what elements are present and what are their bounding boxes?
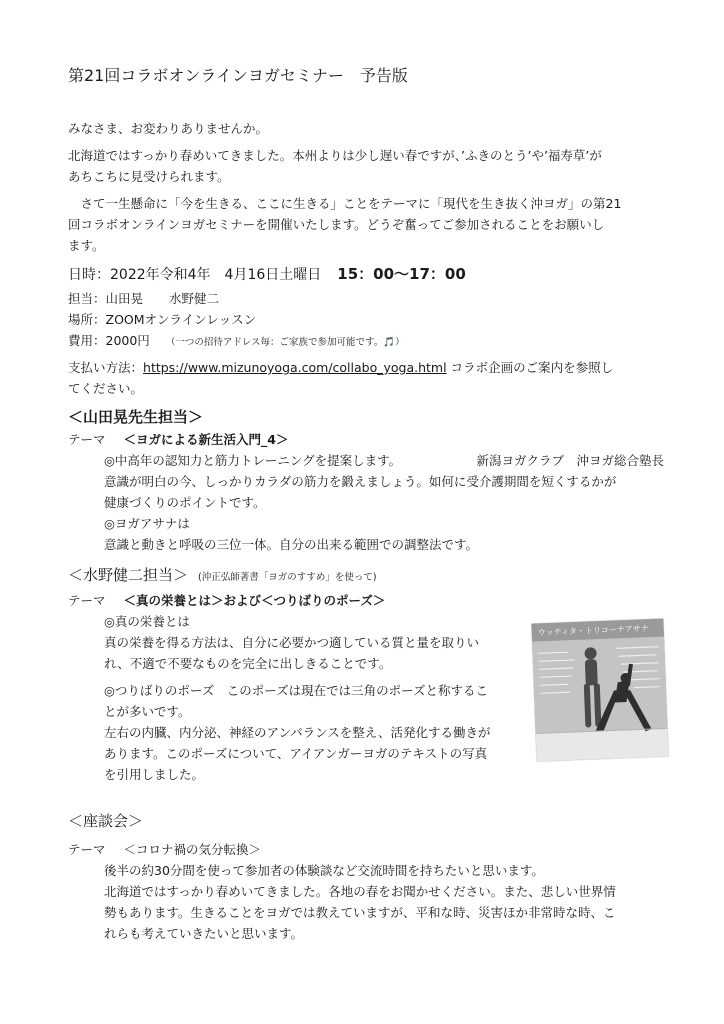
section-yamada-theme xyxy=(68,429,664,450)
yamada-item1-line-2: 健康づくりのポイントです。 xyxy=(104,495,266,510)
section-mizuno-title: ＜水野健二担当＞ xyxy=(68,566,189,584)
theme-title: ＜ヨガによる新生活入門_4＞ xyxy=(123,432,289,447)
theme-key: テーマ xyxy=(68,842,106,857)
mizuno-item2-line-4: あります。このポーズについて、アイアンガーヨガのテキストの写真 xyxy=(104,746,488,761)
discussion-line-3: 勢もあります。生きることをヨガでは教えていますが、平和な時、災害ほか非常時な時、こ xyxy=(104,905,616,920)
mizuno-item2-line-2: とが多いです。 xyxy=(104,704,191,719)
yamada-item1-line-1: 意識が明白の今、しっかりカラダの筋力を鍛えましょう。如何に受介護期間を短くするかが xyxy=(104,474,617,489)
section-mizuno-theme xyxy=(68,590,664,611)
pose-photo xyxy=(534,621,666,759)
yamada-item2-title: ◎ヨガアサナは xyxy=(104,516,190,531)
page-title: 第21回コラボオンラインヨガセミナー 予告版 xyxy=(68,66,408,85)
yamada-item1-title: ◎中高年の認知力と筋力トレーニングを提案します。 xyxy=(104,453,402,468)
payment-line-2: てください。 xyxy=(68,381,144,396)
section-discussion-heading: ＜座談会＞ xyxy=(68,812,144,830)
triangle-pose-illustration xyxy=(531,619,668,762)
purpose-line-3: ます。 xyxy=(68,238,105,253)
theme-key: テーマ xyxy=(68,432,106,447)
greeting: みなさま、お変わりありませんか。 xyxy=(68,121,269,136)
mizuno-item1-title: ◎真の栄養とは xyxy=(104,614,190,629)
section-discussion-theme xyxy=(68,839,664,860)
discussion-line-4: れらも考えていきたいと思います。 xyxy=(104,926,304,941)
mizuno-item1-line-1: 真の栄養を得る方法は、自分に必要かつ適している質と量を取りい xyxy=(104,635,480,650)
section-mizuno-note: (沖正弘師著書「ヨガのすすめ」を使って) xyxy=(198,572,377,583)
instructor-2: 水野健二 xyxy=(169,291,220,306)
fee-row xyxy=(68,330,664,353)
section-mizuno-heading xyxy=(68,563,664,590)
theme-title: ＜真の栄養とは＞および＜つりばりのポーズ＞ xyxy=(123,593,386,608)
yamada-item2-line-1: 意識と動きと呼吸の三位一体。自分の出来る範囲での調整法です。 xyxy=(104,537,479,552)
fee-note: （一つの招待アドレス毎：ご家族で参加可能です。🎵） xyxy=(165,337,405,348)
yamada-item1-row xyxy=(104,450,664,471)
photo-caption: ウッティタ・トリコーナアサナ xyxy=(537,624,649,638)
intro-line-2: あちこちに見受けられます。 xyxy=(68,169,230,184)
payment-prefix: 支払い方法： xyxy=(68,360,144,375)
document xyxy=(68,64,664,944)
mizuno-item2-line-1: ◎つりばりのポーズ このポーズは現在では三角のポーズと称するこ xyxy=(104,683,489,698)
mizuno-item2-line-5: を引用しました。 xyxy=(104,767,205,782)
venue: 場所：ZOOMオンラインレッスン xyxy=(68,312,257,327)
instructors-row xyxy=(68,288,664,309)
instructor-1: 担当：山田晃 xyxy=(68,291,144,306)
purpose-line-1: さて一生懸命に「今を生きる、ここに生きる」ことをテーマに「現代を生き抜く沖ヨガ」の第21 xyxy=(68,196,622,211)
discussion-line-1: 後半の約30分間を使って参加者の体験談など交流時間を持ちたいと思います。 xyxy=(104,863,544,878)
mizuno-item1-line-2: れ、不適で不要なものを完全に出しきることです。 xyxy=(104,656,392,671)
fee-label: 費用：2000円 xyxy=(68,333,150,348)
intro-line-1: 北海道ではすっかり春めいてきました。本州よりは少し遅い春ですが、’ふきのとう’や’福寿草’が xyxy=(68,148,602,163)
payment-link[interactable]: https://www.mizunoyoga.com/collabo_yoga.html xyxy=(143,360,447,375)
section-yamada-heading: ＜山田晃先生担当＞ xyxy=(68,408,204,426)
datetime-label: 日時：2022年令和4年 4月16日土曜日 xyxy=(68,267,322,283)
mizuno-body xyxy=(68,611,664,785)
event-datetime xyxy=(68,262,664,287)
theme-title: ＜コロナ禍の気分転換＞ xyxy=(123,842,262,857)
yamada-affiliation: 新潟ヨガクラブ 沖ヨガ総合塾長 xyxy=(476,453,664,468)
payment-suffix: コラボ企画のご案内を参照し xyxy=(446,360,614,375)
event-time: 15：00〜17：00 xyxy=(337,265,466,283)
purpose-line-2: 回コラボオンラインヨガセミナーを開催いたします。どうぞ奮ってご参加されることをお願いし xyxy=(68,217,605,232)
mizuno-item2-line-3: 左右の内臓、内分泌、神経のアンバランスを整え、活発化する働きが xyxy=(104,725,491,740)
discussion-line-2: 北海道ではすっかり春めいてきました。各地の春をお聞かせください。また、悲しい世界情 xyxy=(104,884,616,899)
payment-row xyxy=(68,357,664,378)
theme-key: テーマ xyxy=(68,593,106,608)
